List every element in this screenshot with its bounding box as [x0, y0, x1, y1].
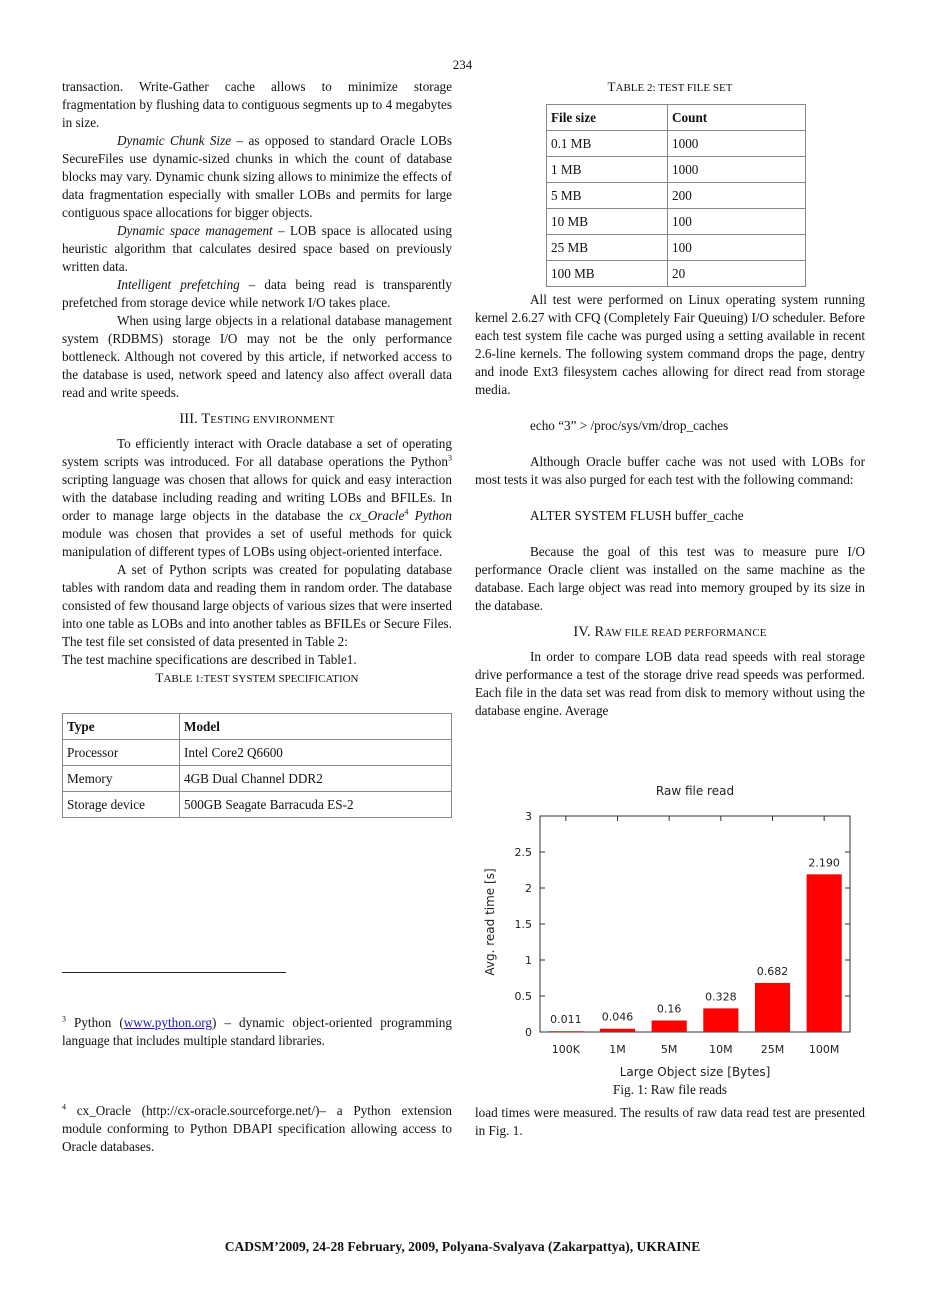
data-label: 0.682	[756, 964, 789, 978]
command-line: ALTER SYSTEM FLUSH buffer_cache	[530, 508, 744, 523]
command-line: echo “3” > /proc/sys/vm/drop_caches	[530, 418, 729, 433]
bar	[600, 1029, 635, 1032]
table-cell: 100 MB	[547, 261, 668, 287]
x-tick-label: 10M	[709, 1043, 733, 1056]
figure-caption: Fig. 1: Raw file reads	[613, 1082, 727, 1097]
raw-file-read-chart	[478, 778, 878, 1088]
x-tick-label: 1M	[609, 1043, 626, 1056]
x-tick-label: 100K	[551, 1043, 580, 1056]
footnote-4: $^4$ cx_Oracle (http://cx-oracle.sourceforge.net/)– a Python extension module conforming to Python DBAPI specification allowing access to Oracle databases.	[62, 1102, 452, 1154]
table-cell: 1 MB	[547, 157, 668, 183]
chart-svg	[478, 778, 878, 1088]
table-cell: Storage device	[63, 792, 180, 818]
bar	[548, 1031, 583, 1032]
table-row	[63, 792, 452, 818]
table-row	[547, 261, 806, 287]
y-axis-label: Avg. read time [s]	[483, 868, 497, 976]
paragraph: A set of Python scripts was created for populating database tables with random data and reading them in random order. The database consisted of few thousand large objects of various sizes that were inserted into one table as LOBs and into another tables as BFILEs or Secure Files. The test file set consisted of data presented in Table 2:	[62, 562, 452, 649]
bar	[807, 874, 842, 1032]
table-cell: 500GB Seagate Barracuda ES-2	[180, 792, 452, 818]
y-tick-label: 2.5	[514, 846, 532, 859]
paragraph: To efficiently interact with Oracle database a set of operating system scripts was introduced. For all database operations the Python$^3$ scripting language was chosen that allows for quick and easy interaction with the database including reading and writing LOBs and BFILEs. In order to manage large objects in the database the cx_Oracle$^4$ Python module was chosen that provides a set of useful methods for quick manipulation of different types of LOBs using object-oriented interface.	[62, 436, 452, 559]
table-row	[63, 766, 452, 792]
x-axis-label: Large Object size [Bytes]	[619, 1065, 771, 1079]
table-row	[63, 740, 452, 766]
table-cell: 200	[668, 183, 806, 209]
python-link[interactable]: www.python.org	[123, 1015, 213, 1030]
paragraph: The test machine specifications are described in Table1.	[62, 652, 357, 667]
footnote-divider	[62, 972, 286, 973]
table-cell: 100	[668, 209, 806, 235]
data-label: 0.328	[705, 990, 737, 1004]
paragraph: All test were performed on Linux operating system running kernel 2.6.27 with CFQ (Completely Fair Queuing) I/O scheduler. Before each test system file cache was purged using a setting available in recent 2.6-line kernels. The following system command drops the page, dentry and inode Ext3 filesystem caches allowing for direct read from storage media.	[475, 292, 865, 397]
term: Intelligent prefetching	[117, 277, 240, 292]
table-cell: 10 MB	[547, 209, 668, 235]
table-cell: Intel Core2 Q6600	[180, 740, 452, 766]
paragraph: When using large objects in a relational database management system (RDBMS) storage I/O may not be the only performance bottleneck. Although not covered by this article, if networked access to the database is used, network speed and latency also affect overall data read and write speeds.	[62, 313, 452, 400]
y-tick-label: 0.5	[514, 990, 532, 1003]
table-header: Model	[180, 714, 452, 740]
table-row	[547, 183, 806, 209]
paragraph: Although Oracle buffer cache was not used with LOBs for most tests it was also purged for each test with the following command:	[475, 454, 865, 487]
y-tick-label: 1.5	[514, 918, 532, 931]
data-label: 0.16	[656, 1002, 682, 1016]
table2-caption: TABLE 2: TEST FILE SET	[607, 79, 733, 94]
data-label: 0.046	[601, 1010, 634, 1024]
section-heading: IV. RAW FILE READ PERFORMANCE	[573, 624, 767, 640]
footnote-ref[interactable]: 3	[448, 453, 452, 463]
table-cell: 100	[668, 235, 806, 261]
paragraph: Dynamic space management – LOB space is allocated using heuristic algorithm that calculates desired space based on previously written data.	[62, 223, 452, 274]
term: Dynamic Chunk Size	[117, 133, 232, 148]
paragraph: load times were measured. The results of raw data read test are presented in Fig. 1.	[475, 1105, 865, 1138]
table-row	[547, 131, 806, 157]
paragraph: Because the goal of this test was to measure pure I/O performance Oracle client was installed on the same machine as the database. Each large object was read into memory grouped by its size in the database.	[475, 544, 865, 613]
section-heading: III. TESTING ENVIRONMENT	[179, 411, 335, 427]
bar	[652, 1020, 687, 1032]
table-cell: 1000	[668, 157, 806, 183]
data-label: 0.011	[550, 1013, 582, 1027]
footnote-ref[interactable]: 4	[404, 507, 409, 517]
paragraph: transaction. Write-Gather cache allows to minimize storage fragmentation by flushing data to contiguous segments up to 4 megabytes in size.	[62, 79, 452, 130]
table-header: File size	[547, 105, 668, 131]
test-file-set-table	[546, 104, 806, 287]
paragraph: In order to compare LOB data read speeds with real storage drive performance a test of the storage drive read speeds was performed. Each file in the data set was read from disk to memory without using the database engine. Average	[475, 649, 865, 718]
table-row	[547, 209, 806, 235]
table-header-row	[547, 105, 806, 131]
x-tick-label: 100M	[808, 1043, 840, 1056]
x-tick-label: 25M	[760, 1043, 785, 1056]
table-header: Count	[668, 105, 806, 131]
table1-caption: TABLE 1:TEST SYSTEM SPECIFICATION	[155, 670, 359, 685]
table-cell: Processor	[63, 740, 180, 766]
plot-frame	[540, 816, 850, 1032]
term: cx_Oracle	[349, 508, 405, 523]
y-tick-label: 1	[525, 954, 532, 967]
table-row	[547, 235, 806, 261]
x-tick-label: 5M	[660, 1043, 678, 1056]
table-row	[547, 157, 806, 183]
y-tick-label: 3	[525, 810, 532, 823]
plot-area	[515, 810, 851, 1056]
table-cell: 0.1 MB	[547, 131, 668, 157]
table-cell: 20	[668, 261, 806, 287]
table-header: Type	[63, 714, 180, 740]
table-cell: Memory	[63, 766, 180, 792]
system-spec-table	[62, 713, 452, 818]
paragraph: Dynamic Chunk Size – as opposed to standard Oracle LOBs SecureFiles use dynamic-sized chunks in which the count of database blocks may vary. Dynamic chunk sizing allows to minimize the effects of data fragmentation especially with smaller LOBs and permits for large contiguous space allocations for bigger objects.	[62, 133, 452, 220]
table-cell: 5 MB	[547, 183, 668, 209]
footnote-3: $^3$ Python (www.python.org) – dynamic object-oriented programming language that includes multiple standard libraries.	[62, 1014, 452, 1048]
y-tick-label: 0	[525, 1026, 532, 1039]
bar	[703, 1008, 738, 1032]
table-header-row	[63, 714, 452, 740]
table-cell: 1000	[668, 131, 806, 157]
left-column	[62, 78, 452, 818]
conference-footer: CADSM’2009, 24-28 February, 2009, Polyana-Svalyava (Zakarpattya), UKRAINE	[224, 1239, 701, 1254]
table-cell: 4GB Dual Channel DDR2	[180, 766, 452, 792]
bar	[755, 983, 790, 1032]
data-label: 2.190	[808, 856, 840, 870]
term: Dynamic space management	[117, 223, 273, 238]
paragraph: Intelligent prefetching – data being read is transparently prefetched from storage device while network I/O takes place.	[62, 277, 452, 310]
table-cell: 25 MB	[547, 235, 668, 261]
page-number: 234	[452, 57, 473, 72]
right-column	[475, 78, 865, 720]
y-tick-label: 2	[525, 882, 532, 895]
chart-title: Raw file read	[655, 784, 735, 798]
